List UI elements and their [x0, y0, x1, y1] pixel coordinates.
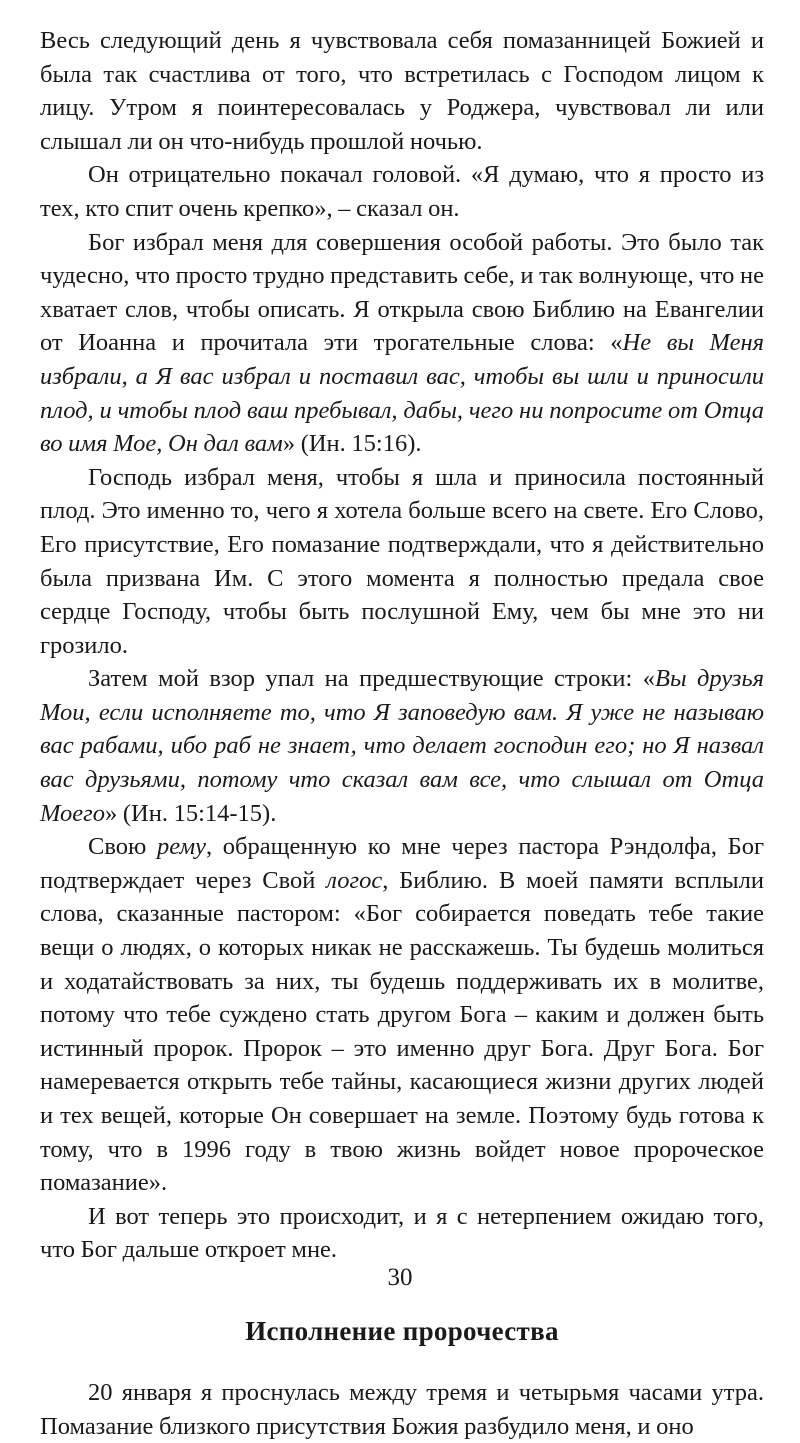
scripture-quote: Не вы Меня избрали, а Я вас избрал и поставил вас, чтобы вы шли и приносили плод, и чтобы плод ваш пребывал, дабы, чего ни попросите от Отца во имя Мое, Он дал вам: [40, 329, 764, 458]
scripture-quote: рему: [156, 833, 206, 861]
section-heading: Исполнение пророчества: [245, 1315, 559, 1346]
scripture-quote: логос: [326, 866, 383, 894]
page-number: 30: [387, 1264, 413, 1291]
scripture-quote: Вы друзья Мои, если исполняете то, что Я заповедую вам. Я уже не называю вас рабами, ибо раб не знает, что делает господин его; но Я назвал вас друзьями, потому что сказал вам все, что слышал от Отца Моего: [40, 665, 765, 827]
text-run: Затем мой взор упал на предшествующие строки: «: [88, 665, 655, 693]
text-run: Он отрицательно покачал головой. «Я думаю, что я просто из тех, кто спит очень крепко», – сказал он.: [40, 161, 764, 222]
paragraph-p5: [40, 662, 764, 830]
paragraph-p6: [40, 830, 764, 1200]
text-run: » (Ин. 15:14-15).: [105, 799, 277, 827]
page-body: [40, 24, 764, 1443]
text-run: 20 января я проснулась между тремя и четырьмя часами утра. Помазание близкого присутствия Божия разбудило меня, и оно: [40, 1378, 764, 1440]
text-run: , обращенную ко мне через пастора Рэндолфа, Бог подтверждает через Свой: [40, 833, 764, 894]
paragraph-p1: [40, 24, 764, 158]
text-run: , Библию. В моей памяти всплыли слова, сказанные пастором: «Бог собирается поведать тебе такие вещи о людях, о которых никак не расскажешь. Ты будешь молиться и ходатайствовать за них, ты будешь поддерживать их в молитве, потому что тебе суждено стать другом Бога – каким и должен быть истинный пророк. Пророк – это именно друг Бога. Друг Бога. Бог намеревается открыть тебе тайны, касающиеся жизни других людей и тех вещей, которые Он совершает на земле. Поэтому будь готова к тому, что в 1996 году в твою жизнь войдет новое пророческое помазание».: [40, 866, 764, 1197]
text-run: Господь избрал меня, чтобы я шла и приносила постоянный плод. Это именно то, чего я хотела больше всего на свете. Его Слово, Его присутствие, Его помазание подтверждали, что я действительно была призвана Им. С этого момента я полностью предала свое сердце Господу, чтобы быть послушной Ему, чем бы мне это ни грозило.: [40, 463, 764, 659]
paragraph-p7: [40, 1200, 764, 1267]
paragraph-p2: [40, 158, 764, 225]
section-after-heading: [40, 1376, 764, 1443]
text-run: » (Ин. 15:16).: [282, 430, 422, 458]
paragraph-p3: [40, 226, 764, 461]
paragraph-p4: [40, 461, 764, 663]
text-run: Бог избрал меня для совершения особой работы. Это было так чудесно, что просто трудно представить себе, и так волнующе, что не хватает слов, чтобы описать. Я открыла свою Библию на Евангелии от Иоанна и прочитала эти трогательные слова: «: [40, 228, 764, 357]
text-run: И вот теперь это происходит, и я с нетерпением ожидаю того, что Бог дальше откроет мне.: [40, 1202, 764, 1264]
paragraph-p8: [40, 1376, 764, 1443]
text-run: Свою: [88, 833, 157, 861]
text-run: Весь следующий день я чувствовала себя помазанницей Божией и была так счастлива от того, что встретилась с Господом лицом к лицу. Утром я поинтересовалась у Роджера, чувствовал ли или слышал ли он что-нибудь прошлой ночью.: [40, 27, 764, 155]
section-before-heading: [40, 24, 764, 1267]
